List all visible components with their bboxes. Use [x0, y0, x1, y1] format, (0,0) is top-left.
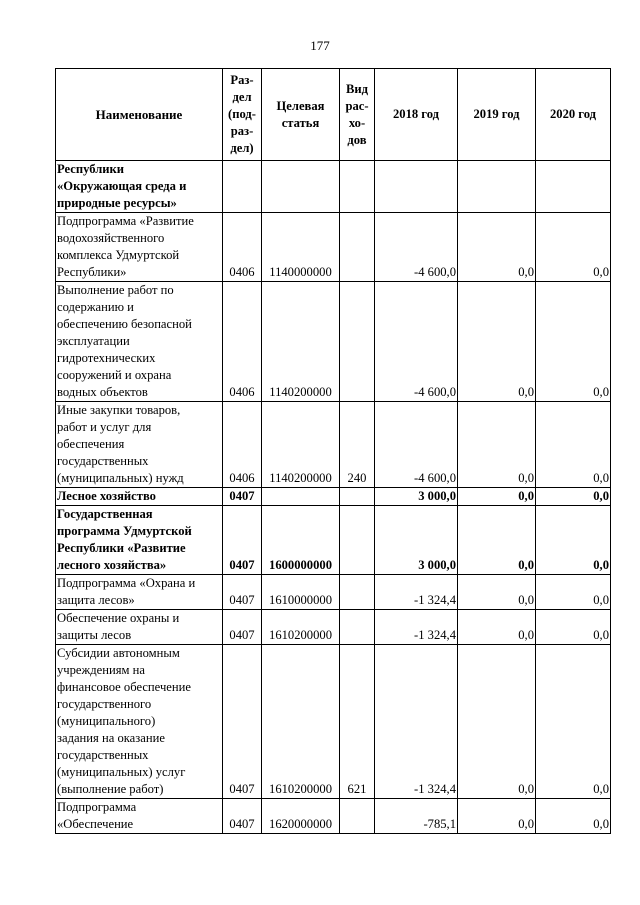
table-row	[56, 799, 611, 834]
cell-name: Лесное хозяйство	[56, 488, 223, 506]
table-row	[56, 506, 611, 575]
cell-celevaya: 1600000000	[262, 506, 340, 575]
cell-celevaya: 1610200000	[262, 645, 340, 799]
cell-celevaya: 1620000000	[262, 799, 340, 834]
cell-celevaya: 1140200000	[262, 282, 340, 402]
cell-2020: 0,0	[536, 213, 611, 282]
cell-razdel	[223, 161, 262, 213]
cell-2019: 0,0	[458, 402, 536, 488]
cell-2018: -4 600,0	[375, 402, 458, 488]
cell-2018: -4 600,0	[375, 213, 458, 282]
cell-2019: 0,0	[458, 799, 536, 834]
cell-razdel: 0407	[223, 506, 262, 575]
cell-2019	[458, 161, 536, 213]
cell-2018: 3 000,0	[375, 506, 458, 575]
cell-2020: 0,0	[536, 610, 611, 645]
cell-razdel: 0406	[223, 282, 262, 402]
cell-2019: 0,0	[458, 213, 536, 282]
header-celevaya: Целевая статья	[262, 69, 340, 161]
cell-2018: -785,1	[375, 799, 458, 834]
cell-razdel: 0407	[223, 575, 262, 610]
cell-razdel: 0406	[223, 213, 262, 282]
cell-razdel: 0406	[223, 402, 262, 488]
cell-2018: 3 000,0	[375, 488, 458, 506]
cell-2019: 0,0	[458, 575, 536, 610]
cell-razdel: 0407	[223, 645, 262, 799]
cell-name: Государственная программа Удмуртской Республики «Развитие лесного хозяйства»	[56, 506, 223, 575]
cell-2019: 0,0	[458, 488, 536, 506]
cell-name: Обеспечение охраны и защиты лесов	[56, 610, 223, 645]
cell-celevaya: 1610200000	[262, 610, 340, 645]
cell-vid	[340, 610, 375, 645]
cell-2020: 0,0	[536, 488, 611, 506]
cell-vid: 621	[340, 645, 375, 799]
cell-2018: -1 324,4	[375, 575, 458, 610]
table-row	[56, 402, 611, 488]
cell-vid	[340, 282, 375, 402]
cell-razdel: 0407	[223, 488, 262, 506]
cell-celevaya	[262, 488, 340, 506]
cell-name: Подпрограмма «Обеспечение	[56, 799, 223, 834]
cell-2018	[375, 161, 458, 213]
table-row	[56, 575, 611, 610]
cell-2019: 0,0	[458, 282, 536, 402]
cell-name: Субсидии автономным учреждениям на финансовое обеспечение государственного (муниципального) задания на оказание государственных (муниципальных) услуг (выполнение работ)	[56, 645, 223, 799]
cell-2020: 0,0	[536, 645, 611, 799]
cell-vid: 240	[340, 402, 375, 488]
page-number: 177	[310, 38, 330, 53]
cell-2019: 0,0	[458, 645, 536, 799]
cell-vid	[340, 506, 375, 575]
table-row	[56, 488, 611, 506]
table-row	[56, 645, 611, 799]
header-vid: Вид рас- хо- дов	[340, 69, 375, 161]
cell-name: Иные закупки товаров, работ и услуг для обеспечения государственных (муниципальных) нужд	[56, 402, 223, 488]
cell-2020: 0,0	[536, 506, 611, 575]
header-2018: 2018 год	[375, 69, 458, 161]
table-row	[56, 610, 611, 645]
table-row	[56, 282, 611, 402]
table-body	[56, 161, 611, 834]
cell-2020: 0,0	[536, 282, 611, 402]
cell-2020: 0,0	[536, 402, 611, 488]
header-2019: 2019 год	[458, 69, 536, 161]
header-name: Наименование	[56, 69, 223, 161]
cell-vid	[340, 575, 375, 610]
cell-name: Республики «Окружающая среда и природные ресурсы»	[56, 161, 223, 213]
cell-vid	[340, 213, 375, 282]
cell-celevaya: 1140000000	[262, 213, 340, 282]
cell-2018: -1 324,4	[375, 610, 458, 645]
cell-name: Подпрограмма «Охрана и защита лесов»	[56, 575, 223, 610]
table-header-row	[56, 69, 611, 161]
header-2020: 2020 год	[536, 69, 611, 161]
cell-vid	[340, 799, 375, 834]
cell-celevaya: 1610000000	[262, 575, 340, 610]
cell-name: Выполнение работ по содержанию и обеспечению безопасной эксплуатации гидротехнических сооружений и охрана водных объектов	[56, 282, 223, 402]
cell-2020	[536, 161, 611, 213]
cell-2018: -4 600,0	[375, 282, 458, 402]
cell-2020: 0,0	[536, 575, 611, 610]
cell-2020: 0,0	[536, 799, 611, 834]
cell-razdel: 0407	[223, 799, 262, 834]
cell-2018: -1 324,4	[375, 645, 458, 799]
cell-2019: 0,0	[458, 506, 536, 575]
cell-celevaya	[262, 161, 340, 213]
table-row	[56, 213, 611, 282]
budget-table	[55, 68, 611, 834]
header-razdel: Раз- дел (под- раз- дел)	[223, 69, 262, 161]
cell-vid	[340, 161, 375, 213]
cell-vid	[340, 488, 375, 506]
table-row	[56, 161, 611, 213]
cell-celevaya: 1140200000	[262, 402, 340, 488]
cell-2019: 0,0	[458, 610, 536, 645]
cell-razdel: 0407	[223, 610, 262, 645]
cell-name: Подпрограмма «Развитие водохозяйственного комплекса Удмуртской Республики»	[56, 213, 223, 282]
